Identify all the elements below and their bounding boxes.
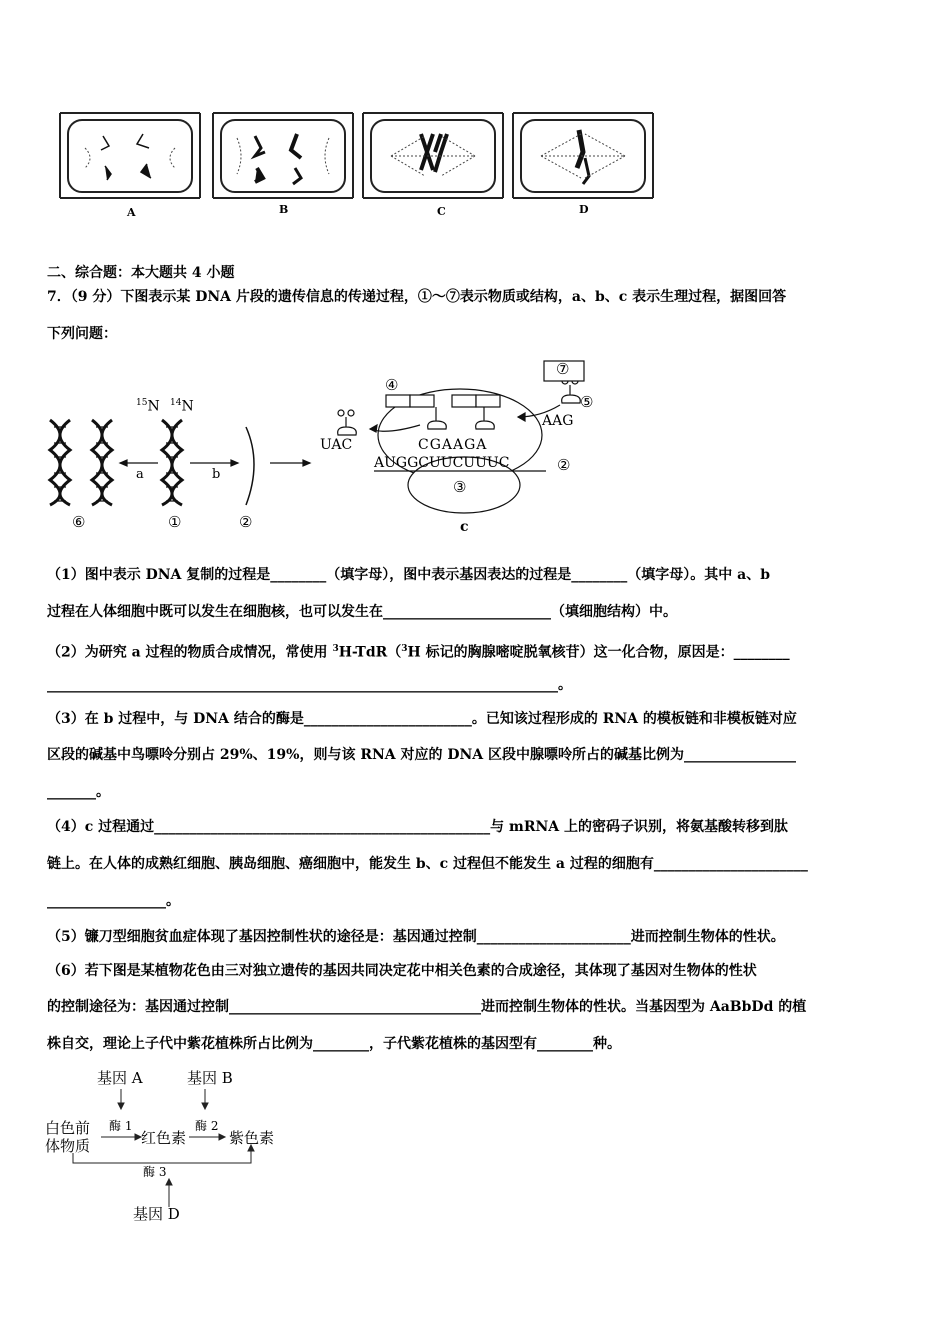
enzyme-1: 酶 1: [109, 1119, 133, 1133]
trna-anticodons: CGAAGA: [418, 437, 488, 453]
white-precursor-line2: 体物质: [45, 1137, 91, 1155]
mrna-sequence: AUGGCUUCUUUC: [374, 455, 510, 471]
q7-2-line2: _________________________________________________________________________。: [47, 677, 572, 693]
q7-6-line2: 的控制途径为：基因通过控制____________________________________进而控制生物体的性状。当基因型为 AaBbDd 的植: [47, 999, 807, 1015]
trna-anticodon-aag: AAG: [542, 413, 574, 429]
label-num-7: ⑦: [556, 360, 570, 378]
q7-3-line3: _______。: [47, 784, 110, 800]
label-num-2-left: ②: [239, 513, 253, 531]
label-num-1: ①: [168, 513, 182, 531]
q7-4-line2: 链上。在人体的成熟红细胞、胰岛细胞、癌细胞中，能发生 b、c 过程但不能发生 a 过程的细胞有______________________: [47, 856, 808, 872]
enzyme-3: 酶 3: [143, 1165, 167, 1179]
label-a: a: [136, 467, 144, 482]
gene-d: 基因 D: [133, 1205, 180, 1223]
white-precursor-line1: 白色前: [45, 1119, 91, 1137]
dna-diagram: [40, 355, 620, 540]
purple-pigment: 紫色素: [229, 1129, 275, 1147]
red-pigment: 红色素: [141, 1129, 187, 1147]
isotope-label-14n: $^{14}$N: [170, 398, 194, 415]
label-c: c: [460, 519, 469, 535]
label-num-6: ⑥: [72, 513, 86, 531]
cell-label-c: C: [437, 205, 446, 218]
q7-stem-line2: 下列问题：: [47, 326, 117, 342]
q7-3-line2: 区段的碱基中鸟嘌呤分别占 29%、19%，则与该 RNA 对应的 DNA 区段中腺嘌呤所占的碱基比例为________________: [47, 747, 797, 763]
label-num-2-right: ②: [557, 456, 571, 474]
q7-4-line1: （4）c 过程通过________________________________________________与 mRNA 上的密码子识别，将氨基酸转移到肽: [47, 819, 788, 835]
q7-6-line1: （6）若下图是某植物花色由三对独立遗传的基因共同决定花中相关色素的合成途径，其体现了基因对生物体的性状: [47, 963, 757, 979]
cell-division-figure: [55, 108, 655, 223]
cell-division-drawing: [55, 108, 655, 223]
label-num-5: ⑤: [580, 393, 594, 411]
cell-label-a: A: [127, 206, 136, 219]
enzyme-2: 酶 2: [195, 1119, 219, 1133]
white-precursor: [45, 1119, 90, 1155]
q7-5-line1: （5）镰刀型细胞贫血症体现了基因控制性状的途径是：基因通过控制______________________进而控制生物体的性状。: [47, 929, 785, 945]
isotope-label-15n: $^{15}$N: [136, 398, 160, 415]
cell-label-b: B: [279, 203, 289, 216]
trna-anticodon-uac: UAC: [320, 437, 353, 453]
section-title: 二、综合题：本大题共 4 小题: [47, 265, 235, 281]
helix-6a: [50, 420, 70, 505]
q7-4-line3: _________________。: [47, 893, 180, 909]
label-b: b: [212, 467, 221, 482]
q7-6-line3: 株自交，理论上子代中紫花植株所占比例为________，子代紫花植株的基因型有________种。: [47, 1036, 621, 1052]
cell-label-d: D: [579, 203, 589, 216]
pigment-pathway: [45, 1065, 305, 1225]
label-num-4: ④: [385, 376, 399, 394]
q7-2-line1: （2）为研究 a 过程的物质合成情况，常使用 $^3$H-TdR（$^3$H 标记的胸腺嘧啶脱氧核苷）这一化合物，原因是：________: [47, 644, 790, 661]
q7-1-line2: 过程在人体细胞中既可以发生在细胞核，也可以发生在________________________（填细胞结构）中。: [47, 604, 677, 620]
label-num-3: ③: [453, 478, 467, 496]
q7-3-line1: （3）在 b 过程中，与 DNA 结合的酶是________________________。已知该过程形成的 RNA 的模板链和非模板链对应: [47, 711, 797, 727]
q7-1-line1: （1）图中表示 DNA 复制的过程是________（填字母），图中表示基因表达的过程是________（填字母）。其中 a、b: [47, 567, 771, 583]
gene-a: 基因 A: [97, 1069, 143, 1087]
q7-stem-line1: 7．（9 分）下图表示某 DNA 片段的遗传信息的传递过程，①～⑦表示物质或结构，a、b、c 表示生理过程，据图回答: [47, 289, 787, 305]
gene-b: 基因 B: [187, 1069, 233, 1087]
